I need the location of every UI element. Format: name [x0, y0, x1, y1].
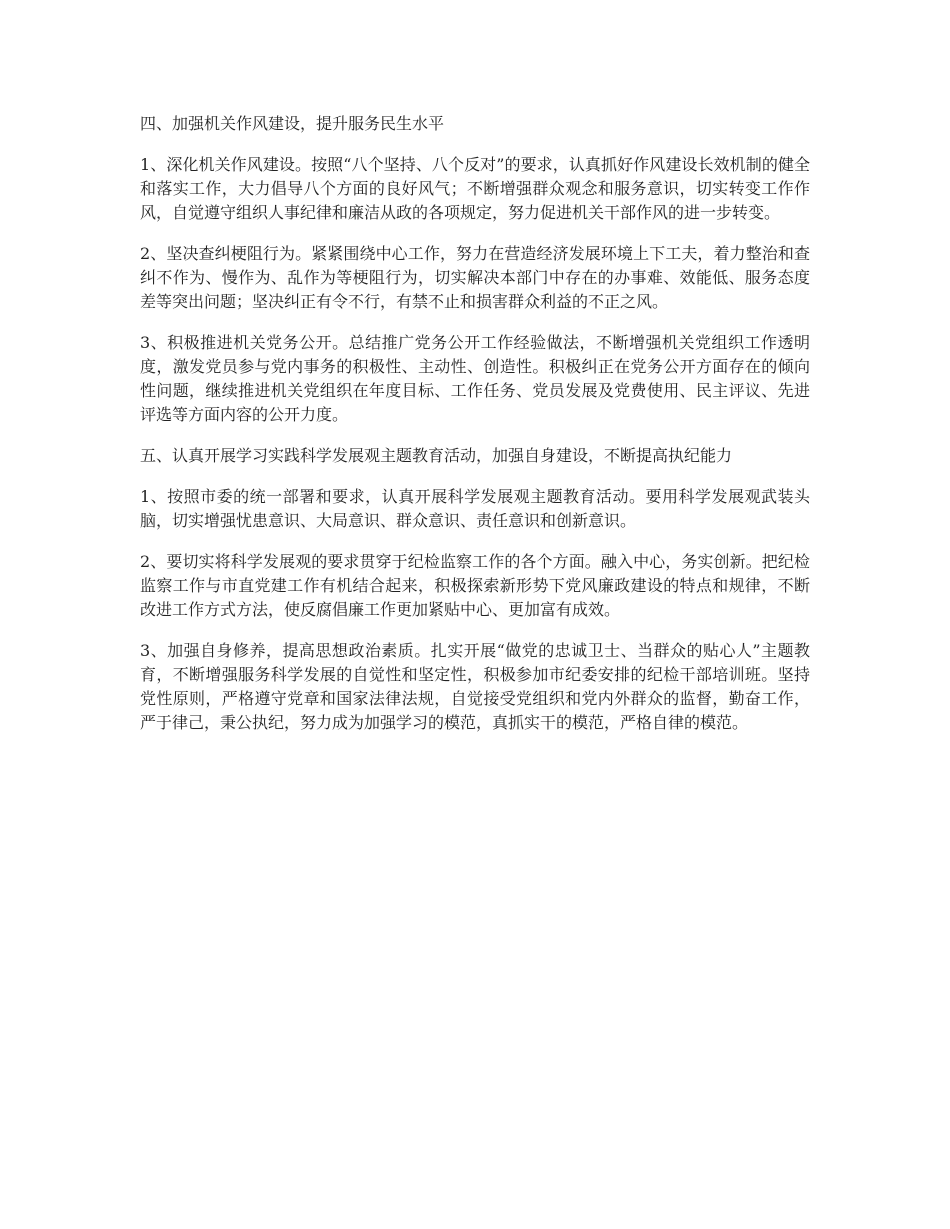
section-5-paragraph-2: 2、要切实将科学发展观的要求贯穿于纪检监察工作的各个方面。融入中心，务实创新。把纪检监察工作与市直党建工作有机结合起来，积极探索新形势下党风廉政建设的特点和规律，不断改进工作方式方法，使反腐倡廉工作更加紧贴中心、更加富有成效。: [140, 552, 810, 619]
document-body: [140, 112, 810, 752]
section-4-paragraph-1: 1、深化机关作风建设。按照“八个坚持、八个反对”的要求，认真抓好作风建设长效机制的健全和落实工作，大力倡导八个方面的良好风气；不断增强群众观念和服务意识，切实转变工作作风，自觉遵守组织人事纪律和廉洁从政的各项规定，努力促进机关干部作风的进一步转变。: [140, 155, 810, 222]
section-4-paragraph-2: 2、坚决查纠梗阻行为。紧紧围绕中心工作，努力在营造经济发展环境上下工夫，着力整治和查纠不作为、慢作为、乱作为等梗阻行为，切实解决本部门中存在的办事难、效能低、服务态度差等突出问题；坚决纠正有令不行，有禁不止和损害群众利益的不正之风。: [140, 244, 810, 311]
section-4-heading: 四、加强机关作风建设，提升服务民生水平: [140, 114, 445, 133]
section-5-paragraph-3: 3、加强自身修养，提高思想政治素质。扎实开展“做党的忠诚卫士、当群众的贴心人”主题教育，不断增强服务科学发展的自觉性和坚定性，积极参加市纪委安排的纪检干部培训班。坚持党性原则，严格遵守党章和国家法律法规，自觉接受党组织和党内外群众的监督，勤奋工作，严于律己，秉公执纪，努力成为加强学习的模范，真抓实干的模范，严格自律的模范。: [140, 641, 810, 732]
section-5-paragraph-1: 1、按照市委的统一部署和要求，认真开展科学发展观主题教育活动。要用科学发展观武装头脑，切实增强忧患意识、大局意识、群众意识、责任意识和创新意识。: [140, 487, 810, 530]
section-4-paragraph-3: 3、积极推进机关党务公开。总结推广党务公开工作经验做法，不断增强机关党组织工作透明度，激发党员参与党内事务的积极性、主动性、创造性。积极纠正在党务公开方面存在的倾向性问题，继续推进机关党组织在年度目标、工作任务、党员发展及党费使用、民主评议、先进评选等方面内容的公开力度。: [140, 333, 810, 424]
section-5-heading: 五、认真开展学习实践科学发展观主题教育活动，加强自身建设，不断提高执纪能力: [140, 446, 733, 465]
